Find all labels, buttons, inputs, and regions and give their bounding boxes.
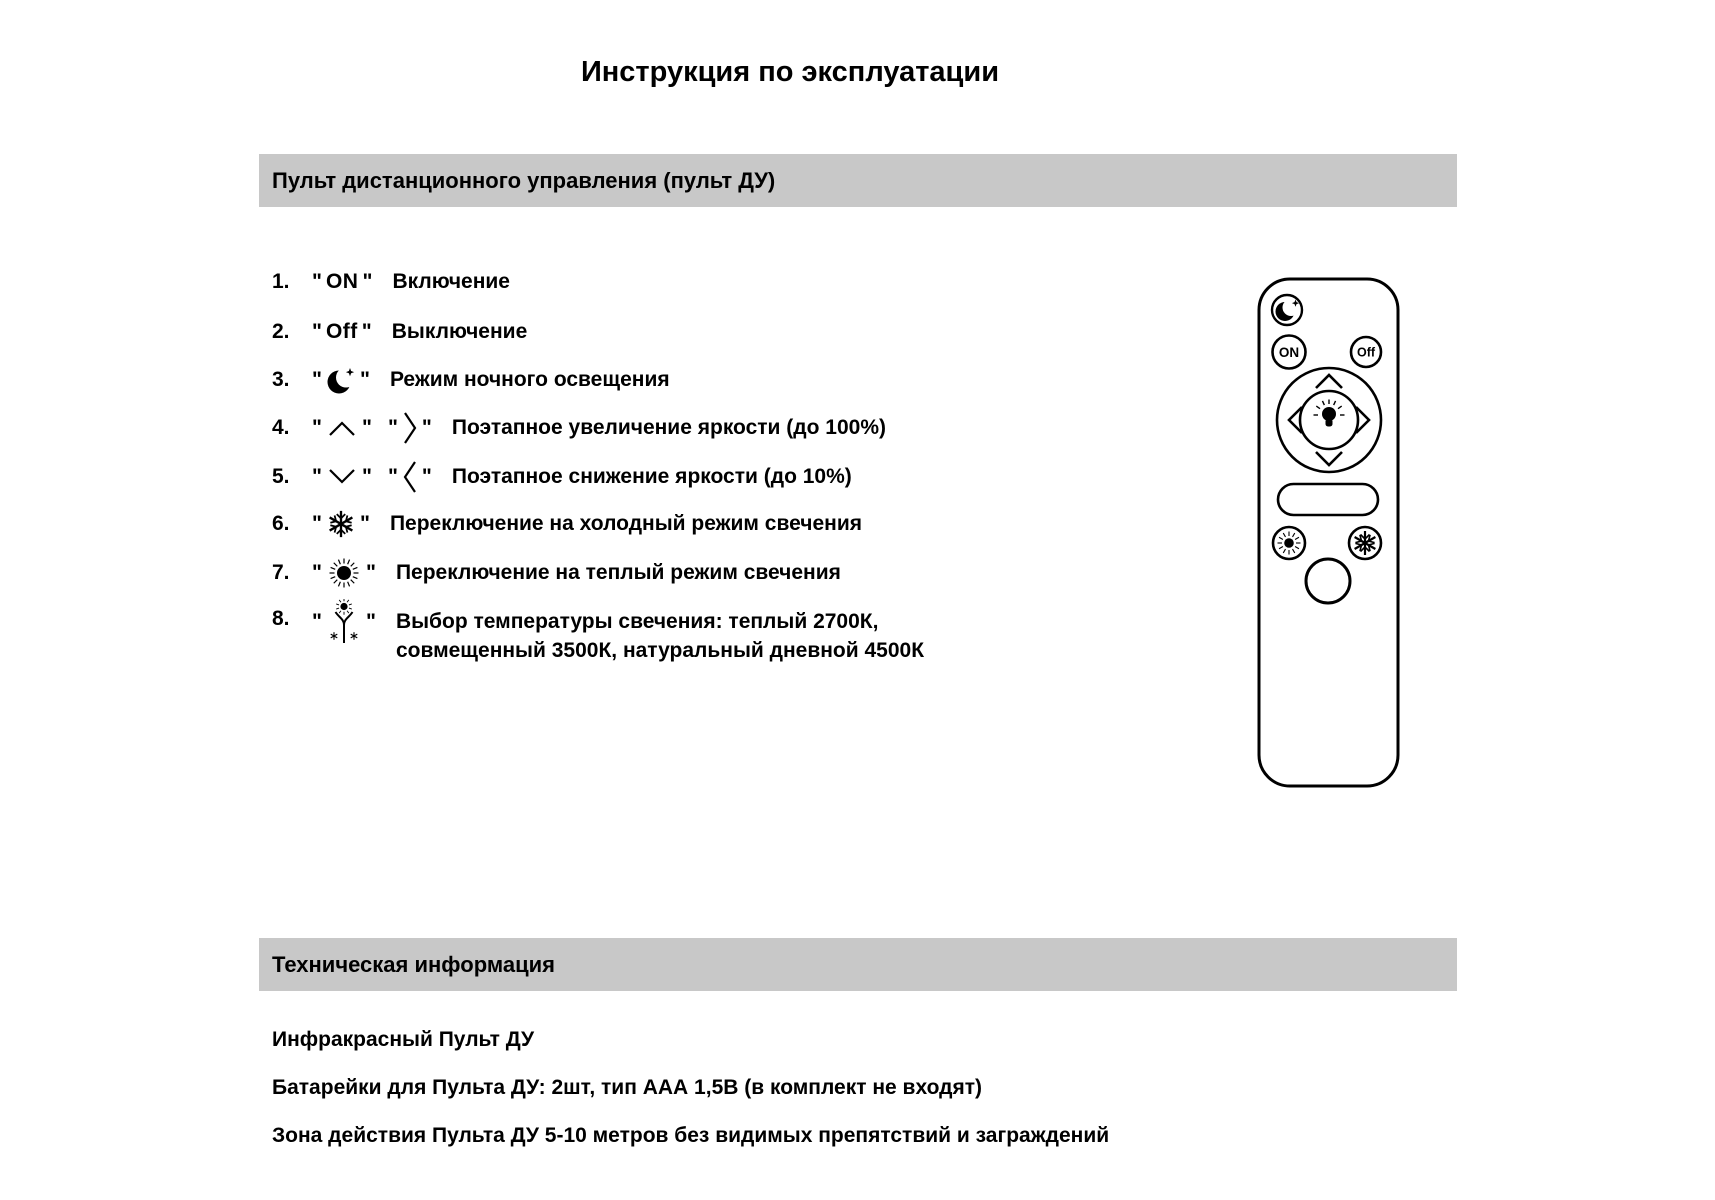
remote-illustration [1257, 277, 1400, 788]
sun-icon [326, 555, 362, 591]
quote-mark: " [312, 270, 322, 293]
quote-mark: " [312, 416, 322, 439]
instruction-item-6 [272, 504, 862, 544]
quote-mark: " [312, 465, 322, 488]
quote-mark: " [365, 609, 376, 633]
quote-mark: " [361, 465, 372, 488]
quoted-symbol [308, 416, 376, 440]
quote-mark: " [312, 512, 322, 535]
item-description: Режим ночного освещения [389, 368, 670, 391]
instruction-item-1 [272, 262, 510, 302]
instruction-item-8 [272, 607, 924, 665]
quoted-symbol [308, 270, 376, 294]
section-header-tech-label: Техническая информация [272, 951, 555, 977]
quoted-symbol [308, 320, 376, 344]
section-header-remote [259, 154, 1457, 207]
button-label: Off [325, 320, 358, 343]
quote-mark: " [361, 320, 372, 343]
tech-info [272, 1016, 1109, 1160]
quote-mark: " [387, 416, 398, 439]
quote-mark: " [312, 368, 322, 391]
snowflake-icon [326, 509, 356, 539]
item-description: Выключение [391, 320, 528, 343]
quote-mark: " [361, 416, 372, 439]
item-description: Поэтапное увеличение яркости (до 100%) [451, 416, 886, 439]
remote-warm-button [1273, 527, 1305, 559]
svg-text:ON: ON [1278, 345, 1300, 360]
quote-mark: " [312, 561, 322, 584]
instruction-item-4 [272, 408, 886, 448]
page-title: Инструкция по эксплуатации [580, 56, 1000, 88]
item-description: Переключение на холодный режим свечения [389, 512, 862, 535]
quote-mark: " [421, 465, 432, 488]
item-number: 5. [272, 465, 290, 488]
quoted-symbol [308, 465, 376, 489]
quoted-symbol [308, 364, 374, 396]
tech-info-line: Батарейки для Пульта ДУ: 2шт, тип ААА 1,5В (в комплект не входят) [272, 1076, 983, 1099]
item-number: 2. [272, 320, 290, 343]
quoted-symbol [308, 555, 380, 591]
item-number: 6. [272, 512, 290, 535]
quote-mark: " [312, 609, 322, 633]
quote-mark: " [362, 270, 373, 293]
chevron-down-icon [326, 466, 358, 488]
item-number: 8. [272, 607, 290, 630]
instruction-item-3 [272, 360, 670, 400]
button-label: ON [325, 270, 359, 293]
section-header-tech [259, 938, 1457, 991]
quoted-symbol [308, 607, 380, 636]
quote-mark: " [421, 416, 432, 439]
svg-text:Off: Off [1356, 345, 1376, 360]
item-description: Выбор температуры свечения: теплый 2700К, совмещенный 3500К, натуральный дневной 4500К [395, 610, 925, 662]
quote-mark: " [359, 368, 370, 391]
instruction-item-7 [272, 553, 841, 593]
chevron-right-icon [402, 409, 418, 447]
tech-info-line: Инфракрасный Пульт ДУ [272, 1028, 535, 1051]
chevron-up-icon [326, 417, 358, 439]
item-number: 4. [272, 416, 290, 439]
chevron-left-icon [402, 458, 418, 496]
item-number: 1. [272, 270, 290, 293]
item-number: 7. [272, 561, 290, 584]
quote-mark: " [359, 512, 370, 535]
quote-mark: " [312, 320, 322, 343]
quote-mark: " [365, 561, 376, 584]
item-description: Включение [392, 270, 510, 293]
quoted-symbol [384, 409, 436, 447]
temp-select-icon [326, 599, 362, 645]
item-number: 3. [272, 368, 290, 391]
instruction-item-2 [272, 312, 527, 352]
tech-info-line: Зона действия Пульта ДУ 5-10 метров без видимых препятствий и заграждений [272, 1124, 1110, 1147]
section-header-remote-label: Пульт дистанционного управления (пульт ДУ) [272, 167, 776, 193]
item-description: Переключение на теплый режим свечения [395, 561, 841, 584]
remote-illustration-svg [1257, 277, 1400, 788]
quoted-symbol [308, 509, 374, 539]
moon-icon [326, 364, 356, 396]
quoted-symbol [384, 458, 436, 496]
instruction-item-5 [272, 457, 852, 497]
item-description: Поэтапное снижение яркости (до 10%) [451, 465, 852, 488]
quote-mark: " [387, 465, 398, 488]
